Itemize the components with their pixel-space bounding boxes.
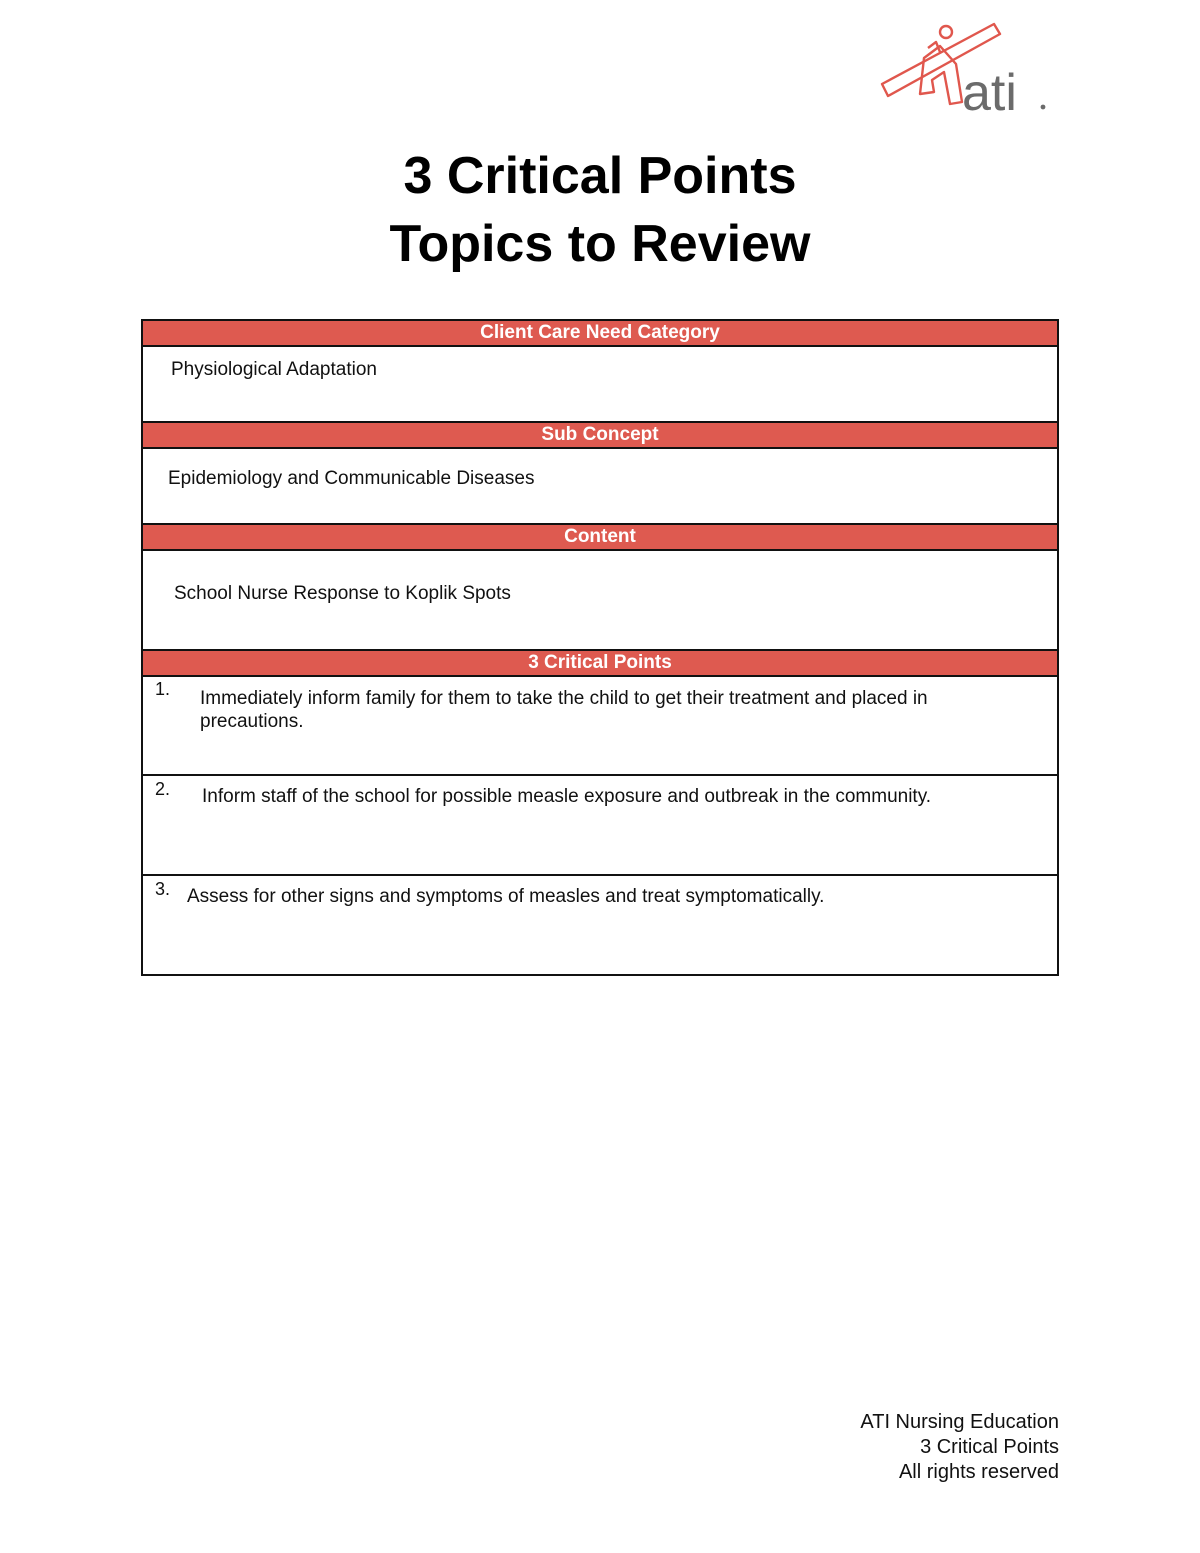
point-text-line-1: Assess for other signs and symptoms of measles and treat symptomatically. — [187, 886, 825, 907]
client-care-value: Physiological Adaptation — [171, 359, 377, 380]
footer — [860, 1410, 1059, 1485]
footer-line-2: 3 Critical Points — [920, 1436, 1059, 1458]
footer-line-3: All rights reserved — [898, 1461, 1059, 1483]
point-number: 1. — [155, 679, 171, 699]
point-text-line-1: Immediately inform family for them to take the child to get their treatment and placed in — [200, 688, 928, 709]
content-cell — [141, 551, 1059, 649]
critical-points-header: 3 Critical Points — [141, 649, 1059, 677]
logo-text: ati — [962, 64, 1017, 118]
sub-concept-cell — [141, 449, 1059, 523]
point-number: 2. — [155, 779, 171, 799]
point-number: 3. — [155, 879, 171, 899]
content-header: Content — [141, 523, 1059, 551]
ati-logo-graphic — [876, 18, 1056, 118]
critical-points-form — [141, 319, 1059, 976]
page-title-line-1: 3 Critical Points — [403, 147, 797, 205]
critical-points-cell — [141, 677, 1059, 976]
point-text-line-2: precautions. — [200, 711, 304, 732]
footer-line-1: ATI Nursing Education — [860, 1411, 1059, 1433]
sub-concept-header: Sub Concept — [141, 421, 1059, 449]
page-title-line-2: Topics to Review — [389, 215, 811, 273]
ati-logo — [876, 18, 1056, 118]
content-value: School Nurse Response to Koplik Spots — [174, 583, 511, 604]
row-divider — [141, 774, 1059, 776]
row-divider — [141, 874, 1059, 876]
client-care-cell — [141, 347, 1059, 421]
client-care-header: Client Care Need Category — [141, 319, 1059, 347]
table-bottom-border — [141, 974, 1059, 976]
sub-concept-value: Epidemiology and Communicable Diseases — [168, 468, 535, 489]
point-text-line-1: Inform staff of the school for possible measle exposure and outbreak in the community. — [202, 786, 932, 807]
